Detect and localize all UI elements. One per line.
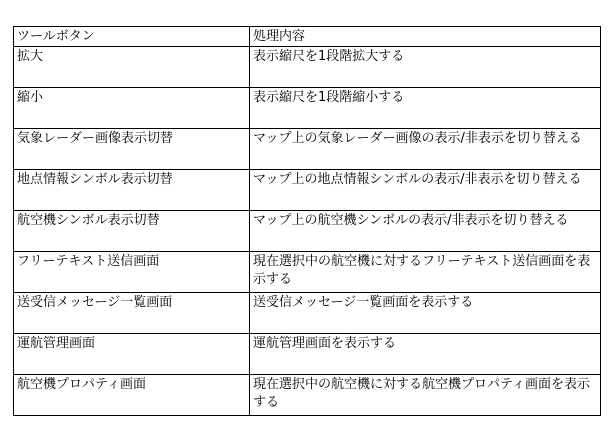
action-cell: マップ上の航空機シンボルの表示/非表示を切り替える [250,211,601,252]
tool-name-cell: 地点情報シンボル表示切替 [14,170,250,211]
action-cell: 運航管理画面を表示する [250,334,601,375]
action-cell: 現在選択中の航空機に対するフリーテキスト送信画面を表示する [250,252,601,293]
action-cell: 表示縮尺を1段階拡大する [250,47,601,88]
table-row [14,375,601,416]
table-row [14,252,601,293]
table-row [14,293,601,334]
tool-name-cell: 拡大 [14,47,250,88]
table-row [14,129,601,170]
table-header-row [14,27,601,47]
tool-name-cell: 送受信メッセージ一覧画面 [14,293,250,334]
tool-name-cell: 縮小 [14,88,250,129]
tool-name-cell: 運航管理画面 [14,334,250,375]
tool-name-cell: 航空機シンボル表示切替 [14,211,250,252]
header-tool-button: ツールボタン [14,27,250,47]
action-cell: マップ上の地点情報シンボルの表示/非表示を切り替える [250,170,601,211]
action-cell: 現在選択中の航空機に対する航空機プロパティ画面を表示する [250,375,601,416]
table-row [14,88,601,129]
action-cell: マップ上の気象レーダー画像の表示/非表示を切り替える [250,129,601,170]
header-action: 処理内容 [250,27,601,47]
tool-button-table [13,26,601,416]
table-row [14,47,601,88]
tool-name-cell: 気象レーダー画像表示切替 [14,129,250,170]
table-row [14,170,601,211]
action-cell: 表示縮尺を1段階縮小する [250,88,601,129]
tool-name-cell: フリーテキスト送信画面 [14,252,250,293]
table-row [14,211,601,252]
table-row [14,334,601,375]
action-cell: 送受信メッセージ一覧画面を表示する [250,293,601,334]
tool-name-cell: 航空機プロパティ画面 [14,375,250,416]
